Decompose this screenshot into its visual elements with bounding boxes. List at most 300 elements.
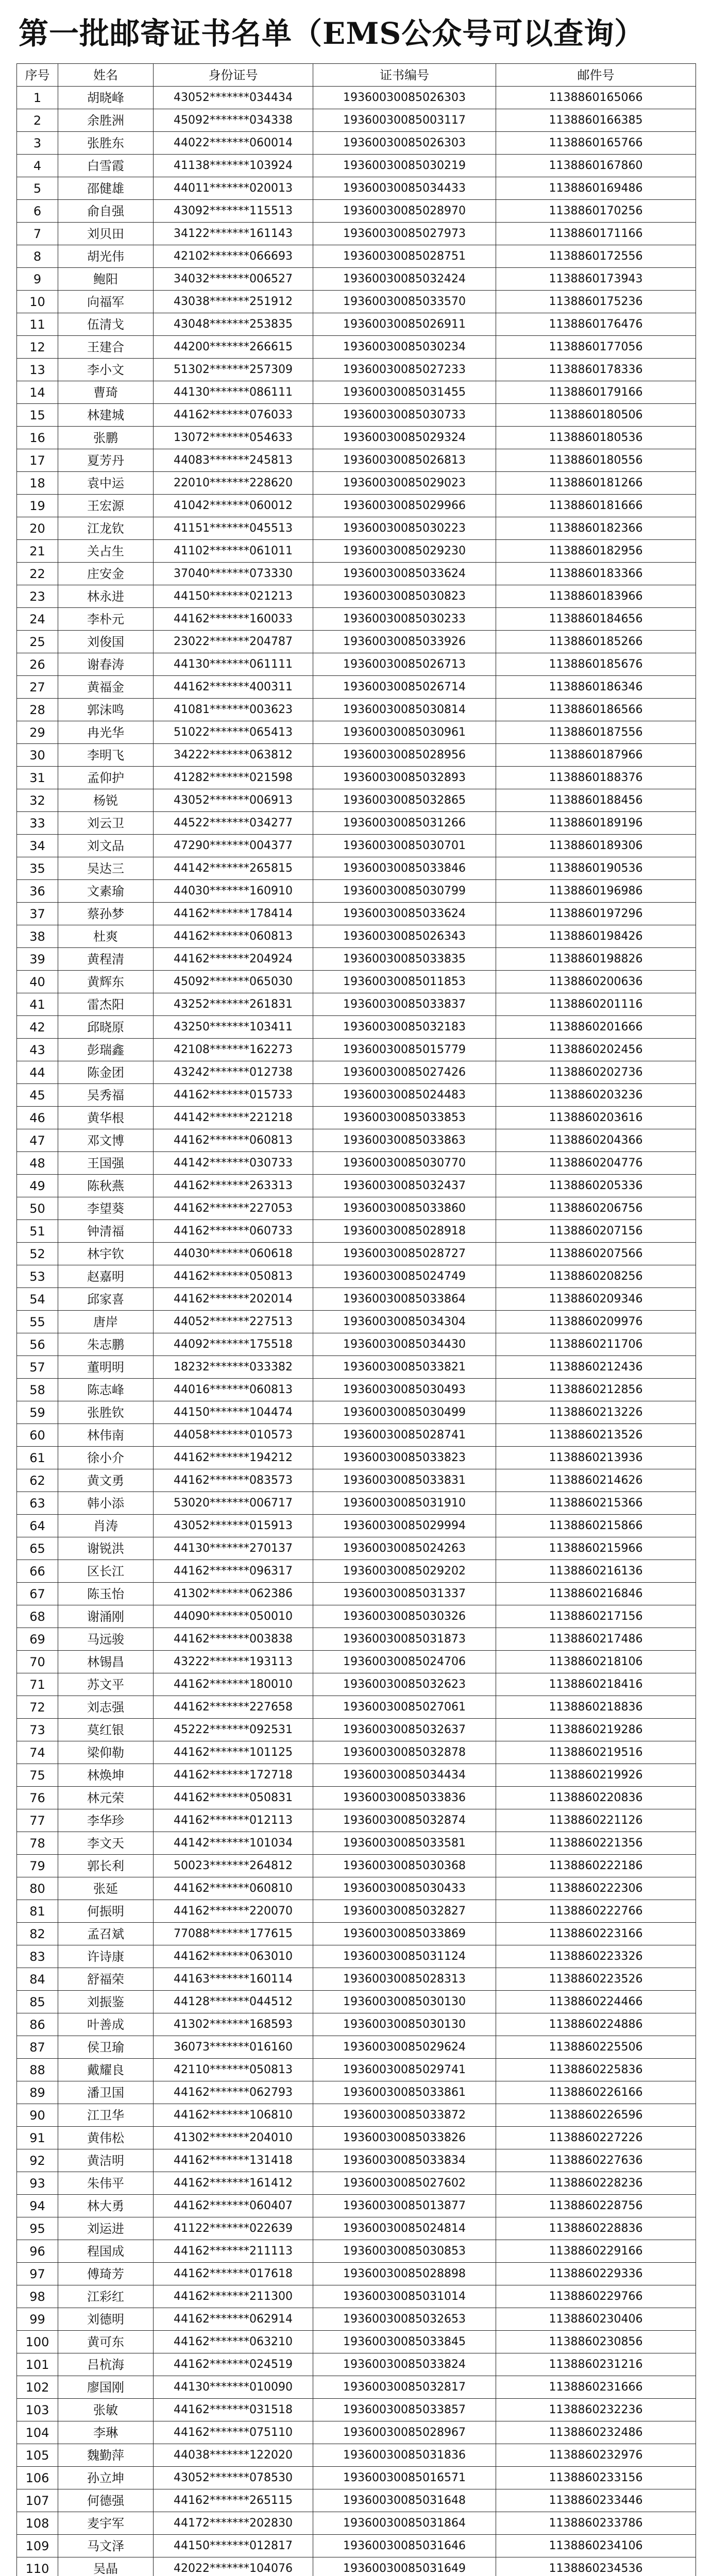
certificate-number: 19360030085032637 [313, 1719, 496, 1741]
tracking-number: 1138860189306 [496, 835, 696, 857]
certificate-number: 19360030085031836 [313, 2444, 496, 2467]
certificate-number: 19360030085026911 [313, 313, 496, 336]
certificate-number: 19360030085032183 [313, 1016, 496, 1039]
tracking-number: 1138860181666 [496, 495, 696, 517]
id-number: 44150*******012817 [154, 2535, 313, 2557]
row-number: 89 [17, 2081, 58, 2104]
id-number: 44162*******003838 [154, 1628, 313, 1651]
certificate-number: 19360030085033869 [313, 1923, 496, 1945]
id-number: 42110*******050813 [154, 2059, 313, 2081]
person-name: 刘德明 [58, 2308, 154, 2331]
row-number: 3 [17, 132, 58, 155]
table-row [17, 767, 696, 789]
certificate-number: 19360030085033857 [313, 2399, 496, 2421]
id-number: 34222*******063812 [154, 744, 313, 767]
table-row [17, 2512, 696, 2535]
id-number: 44162*******106810 [154, 2104, 313, 2127]
person-name: 吴达三 [58, 857, 154, 880]
table-row [17, 1197, 696, 1220]
row-number: 91 [17, 2127, 58, 2149]
id-number: 43052*******034434 [154, 87, 313, 109]
tracking-number: 1138860221126 [496, 1809, 696, 1832]
row-number: 108 [17, 2512, 58, 2535]
row-number: 48 [17, 1152, 58, 1175]
row-number: 29 [17, 721, 58, 744]
table-row [17, 1401, 696, 1424]
tracking-number: 1138860204366 [496, 1129, 696, 1152]
table-row [17, 1084, 696, 1107]
row-number: 102 [17, 2376, 58, 2399]
tracking-number: 1138860182366 [496, 517, 696, 540]
person-name: 邵健雄 [58, 177, 154, 200]
person-name: 梁仰勒 [58, 1741, 154, 1764]
certificate-number: 19360030085028898 [313, 2263, 496, 2285]
id-number: 44172*******202830 [154, 2512, 313, 2535]
row-number: 6 [17, 200, 58, 223]
table-row [17, 2149, 696, 2172]
id-number: 44522*******034277 [154, 812, 313, 835]
table-row [17, 2353, 696, 2376]
certificate-number: 19360030085024263 [313, 1537, 496, 1560]
tracking-number: 1138860171166 [496, 223, 696, 245]
tracking-number: 1138860183966 [496, 585, 696, 608]
row-number: 12 [17, 336, 58, 359]
row-number: 32 [17, 789, 58, 812]
table-row [17, 177, 696, 200]
person-name: 吴秀福 [58, 1084, 154, 1107]
tracking-number: 1138860208256 [496, 1265, 696, 1288]
tracking-number: 1138860167860 [496, 155, 696, 177]
person-name: 林宇钦 [58, 1243, 154, 1265]
certificate-number: 19360030085033853 [313, 1107, 496, 1129]
row-number: 82 [17, 1923, 58, 1945]
id-number: 44162*******227053 [154, 1197, 313, 1220]
id-number: 44162*******263313 [154, 1175, 313, 1197]
id-number: 34032*******006527 [154, 268, 313, 291]
id-number: 44162*******083573 [154, 1469, 313, 1492]
person-name: 董明明 [58, 1356, 154, 1379]
id-number: 43242*******012738 [154, 1061, 313, 1084]
row-number: 1 [17, 87, 58, 109]
row-number: 15 [17, 404, 58, 427]
table-row [17, 2127, 696, 2149]
tracking-number: 1138860229336 [496, 2263, 696, 2285]
tracking-number: 1138860216136 [496, 1560, 696, 1583]
certificate-number: 19360030085027061 [313, 1696, 496, 1719]
tracking-number: 1138860229166 [496, 2240, 696, 2263]
person-name: 杜爽 [58, 925, 154, 948]
certificate-number: 19360030085031646 [313, 2535, 496, 2557]
row-number: 66 [17, 1560, 58, 1583]
tracking-number: 1138860165066 [496, 87, 696, 109]
person-name: 刘俊国 [58, 631, 154, 653]
row-number: 43 [17, 1039, 58, 1061]
id-number: 44162*******060813 [154, 1129, 313, 1152]
table-row [17, 2195, 696, 2217]
tracking-number: 1138860165766 [496, 132, 696, 155]
person-name: 潘卫国 [58, 2081, 154, 2104]
tracking-number: 1138860207156 [496, 1220, 696, 1243]
certificate-number: 19360030085030493 [313, 1379, 496, 1401]
id-number: 22010*******228620 [154, 472, 313, 495]
certificate-number: 19360030085033835 [313, 948, 496, 971]
person-name: 唐岸 [58, 1311, 154, 1333]
id-number: 44130*******086111 [154, 381, 313, 404]
person-name: 韩小添 [58, 1492, 154, 1515]
row-number: 35 [17, 857, 58, 880]
id-number: 44052*******227513 [154, 1311, 313, 1333]
row-number: 13 [17, 359, 58, 381]
row-number: 59 [17, 1401, 58, 1424]
person-name: 林焕坤 [58, 1764, 154, 1787]
row-number: 8 [17, 245, 58, 268]
certificate-number: 19360030085031649 [313, 2557, 496, 2576]
table-row [17, 336, 696, 359]
certificate-number: 19360030085026813 [313, 449, 496, 472]
table-row [17, 1492, 696, 1515]
tracking-number: 1138860217156 [496, 1605, 696, 1628]
table-row [17, 1583, 696, 1605]
id-number: 18232*******033382 [154, 1356, 313, 1379]
tracking-number: 1138860185266 [496, 631, 696, 653]
certificate-number: 19360030085030814 [313, 699, 496, 721]
person-name: 林锡昌 [58, 1651, 154, 1673]
id-number: 44162*******031518 [154, 2399, 313, 2421]
row-number: 64 [17, 1515, 58, 1537]
row-number: 28 [17, 699, 58, 721]
row-number: 18 [17, 472, 58, 495]
person-name: 王建合 [58, 336, 154, 359]
person-name: 张胜东 [58, 132, 154, 155]
table-row [17, 1968, 696, 1991]
row-number: 25 [17, 631, 58, 653]
table-row [17, 2557, 696, 2576]
table-row [17, 880, 696, 903]
table-row [17, 1900, 696, 1923]
row-number: 58 [17, 1379, 58, 1401]
certificate-number: 19360030085033861 [313, 2081, 496, 2104]
row-number: 86 [17, 2013, 58, 2036]
certificate-number: 19360030085033863 [313, 1129, 496, 1152]
certificate-number: 19360030085033824 [313, 2353, 496, 2376]
tracking-number: 1138860232236 [496, 2399, 696, 2421]
person-name: 张胜钦 [58, 1401, 154, 1424]
certificate-number: 19360030085034304 [313, 1311, 496, 1333]
id-number: 77088*******177615 [154, 1923, 313, 1945]
person-name: 黄福金 [58, 676, 154, 699]
id-number: 44162*******060813 [154, 925, 313, 948]
tracking-number: 1138860198426 [496, 925, 696, 948]
certificate-number: 19360030085029966 [313, 495, 496, 517]
id-number: 43252*******261831 [154, 993, 313, 1016]
certificate-number: 19360030085026713 [313, 653, 496, 676]
row-number: 71 [17, 1673, 58, 1696]
person-name: 陈玉怡 [58, 1583, 154, 1605]
id-number: 42108*******162273 [154, 1039, 313, 1061]
certificate-number: 19360030085026303 [313, 132, 496, 155]
id-number: 44130*******270137 [154, 1537, 313, 1560]
id-number: 43052*******078530 [154, 2467, 313, 2489]
certificate-number: 19360030085030733 [313, 404, 496, 427]
person-name: 蔡孙梦 [58, 903, 154, 925]
row-number: 52 [17, 1243, 58, 1265]
person-name: 江卫华 [58, 2104, 154, 2127]
certificate-number: 19360030085026343 [313, 925, 496, 948]
row-number: 90 [17, 2104, 58, 2127]
id-number: 51302*******257309 [154, 359, 313, 381]
row-number: 97 [17, 2263, 58, 2285]
table-row [17, 721, 696, 744]
row-number: 44 [17, 1061, 58, 1084]
certificate-number: 19360030085033860 [313, 1197, 496, 1220]
certificate-number: 19360030085028741 [313, 1424, 496, 1447]
tracking-number: 1138860187556 [496, 721, 696, 744]
tracking-number: 1138860204776 [496, 1152, 696, 1175]
id-number: 44162*******060733 [154, 1220, 313, 1243]
tracking-number: 1138860233786 [496, 2512, 696, 2535]
tracking-number: 1138860228236 [496, 2172, 696, 2195]
person-name: 彭瑞鑫 [58, 1039, 154, 1061]
column-header: 证书编号 [313, 64, 496, 87]
row-number: 20 [17, 517, 58, 540]
certificate-number: 19360030085024814 [313, 2217, 496, 2240]
person-name: 李望葵 [58, 1197, 154, 1220]
tracking-number: 1138860203616 [496, 1107, 696, 1129]
certificate-number: 19360030085032653 [313, 2308, 496, 2331]
tracking-number: 1138860188456 [496, 789, 696, 812]
tracking-number: 1138860218416 [496, 1673, 696, 1696]
tracking-number: 1138860188376 [496, 767, 696, 789]
row-number: 57 [17, 1356, 58, 1379]
person-name: 许诗康 [58, 1945, 154, 1968]
tracking-number: 1138860214626 [496, 1469, 696, 1492]
id-number: 44011*******020013 [154, 177, 313, 200]
row-number: 54 [17, 1288, 58, 1311]
id-number: 41302*******062386 [154, 1583, 313, 1605]
certificate-number: 19360030085031266 [313, 812, 496, 835]
certificate-number: 19360030085024749 [313, 1265, 496, 1288]
certificate-number: 19360030085030853 [313, 2240, 496, 2263]
tracking-number: 1138860201116 [496, 993, 696, 1016]
tracking-number: 1138860225506 [496, 2036, 696, 2059]
id-number: 44162*******060407 [154, 2195, 313, 2217]
row-number: 77 [17, 1809, 58, 1832]
person-name: 刘文品 [58, 835, 154, 857]
id-number: 36073*******016160 [154, 2036, 313, 2059]
certificate-number: 19360030085030433 [313, 1877, 496, 1900]
tracking-number: 1138860226166 [496, 2081, 696, 2104]
certificate-number: 19360030085031648 [313, 2489, 496, 2512]
table-row [17, 2535, 696, 2557]
tracking-number: 1138860213226 [496, 1401, 696, 1424]
tracking-number: 1138860232486 [496, 2421, 696, 2444]
certificate-number: 19360030085033624 [313, 903, 496, 925]
id-number: 41282*******021598 [154, 767, 313, 789]
row-number: 14 [17, 381, 58, 404]
tracking-number: 1138860223166 [496, 1923, 696, 1945]
certificate-number: 19360030085033845 [313, 2331, 496, 2353]
table-row [17, 1719, 696, 1741]
certificate-number: 19360030085032874 [313, 1809, 496, 1832]
table-row [17, 1832, 696, 1855]
table-row [17, 1628, 696, 1651]
table-row [17, 2421, 696, 2444]
tracking-number: 1138860233156 [496, 2467, 696, 2489]
row-number: 109 [17, 2535, 58, 2557]
tracking-number: 1138860178336 [496, 359, 696, 381]
row-number: 80 [17, 1877, 58, 1900]
person-name: 陈秋燕 [58, 1175, 154, 1197]
tracking-number: 1138860198826 [496, 948, 696, 971]
person-name: 王国强 [58, 1152, 154, 1175]
person-name: 李小文 [58, 359, 154, 381]
certificate-number: 19360030085030701 [313, 835, 496, 857]
person-name: 刘运进 [58, 2217, 154, 2240]
table-row [17, 676, 696, 699]
tracking-number: 1138860222306 [496, 1877, 696, 1900]
person-name: 莫红银 [58, 1719, 154, 1741]
person-name: 苏文平 [58, 1673, 154, 1696]
row-number: 27 [17, 676, 58, 699]
tracking-number: 1138860216846 [496, 1583, 696, 1605]
person-name: 鲍阳 [58, 268, 154, 291]
tracking-number: 1138860215866 [496, 1515, 696, 1537]
row-number: 93 [17, 2172, 58, 2195]
table-row [17, 200, 696, 223]
certificate-number: 19360030085031124 [313, 1945, 496, 1968]
id-number: 44128*******044512 [154, 1991, 313, 2013]
person-name: 钟清福 [58, 1220, 154, 1243]
id-number: 44162*******227658 [154, 1696, 313, 1719]
certificate-number: 19360030085029624 [313, 2036, 496, 2059]
certificate-number: 19360030085032827 [313, 1900, 496, 1923]
id-number: 44058*******010573 [154, 1424, 313, 1447]
row-number: 106 [17, 2467, 58, 2489]
row-number: 104 [17, 2421, 58, 2444]
table-row [17, 699, 696, 721]
row-number: 62 [17, 1469, 58, 1492]
certificate-number: 19360030085033846 [313, 857, 496, 880]
person-name: 邱晓原 [58, 1016, 154, 1039]
certificate-number: 19360030085016571 [313, 2467, 496, 2489]
table-row [17, 87, 696, 109]
person-name: 白雪霞 [58, 155, 154, 177]
table-row [17, 1877, 696, 1900]
tracking-number: 1138860172556 [496, 245, 696, 268]
certificate-number: 19360030085033836 [313, 1787, 496, 1809]
tracking-number: 1138860187966 [496, 744, 696, 767]
person-name: 杨锐 [58, 789, 154, 812]
row-number: 50 [17, 1197, 58, 1220]
table-row [17, 109, 696, 132]
tracking-number: 1138860197296 [496, 903, 696, 925]
tracking-number: 1138860183366 [496, 563, 696, 585]
mailing-list-table [16, 63, 696, 2576]
table-row [17, 812, 696, 835]
tracking-number: 1138860173943 [496, 268, 696, 291]
tracking-number: 1138860217486 [496, 1628, 696, 1651]
certificate-number: 19360030085029994 [313, 1515, 496, 1537]
table-row [17, 2308, 696, 2331]
id-number: 44162*******050813 [154, 1265, 313, 1288]
column-header: 姓名 [58, 64, 154, 87]
person-name: 张敏 [58, 2399, 154, 2421]
certificate-number: 19360030085030234 [313, 336, 496, 359]
certificate-number: 19360030085032865 [313, 789, 496, 812]
table-row [17, 1220, 696, 1243]
person-name: 文素瑜 [58, 880, 154, 903]
table-row [17, 2331, 696, 2353]
tracking-number: 1138860225836 [496, 2059, 696, 2081]
row-number: 38 [17, 925, 58, 948]
row-number: 46 [17, 1107, 58, 1129]
tracking-number: 1138860221356 [496, 1832, 696, 1855]
id-number: 44142*******030733 [154, 1152, 313, 1175]
certificate-number: 19360030085028313 [313, 1968, 496, 1991]
id-number: 44162*******160033 [154, 608, 313, 631]
tracking-number: 1138860180506 [496, 404, 696, 427]
certificate-number: 19360030085031014 [313, 2285, 496, 2308]
tracking-number: 1138860180536 [496, 427, 696, 449]
tracking-number: 1138860196986 [496, 880, 696, 903]
person-name: 郭长利 [58, 1855, 154, 1877]
person-name: 何德强 [58, 2489, 154, 2512]
tracking-number: 1138860232976 [496, 2444, 696, 2467]
id-number: 44162*******075110 [154, 2421, 313, 2444]
row-number: 75 [17, 1764, 58, 1787]
person-name: 徐小介 [58, 1447, 154, 1469]
certificate-number: 19360030085027426 [313, 1061, 496, 1084]
person-name: 程国成 [58, 2240, 154, 2263]
id-number: 43092*******115513 [154, 200, 313, 223]
tracking-number: 1138860223326 [496, 1945, 696, 1968]
person-name: 刘云卫 [58, 812, 154, 835]
certificate-number: 19360030085033581 [313, 1832, 496, 1855]
tracking-number: 1138860213936 [496, 1447, 696, 1469]
table-row [17, 857, 696, 880]
tracking-number: 1138860180556 [496, 449, 696, 472]
person-name: 袁中运 [58, 472, 154, 495]
person-name: 李文天 [58, 1832, 154, 1855]
id-number: 45092*******065030 [154, 971, 313, 993]
person-name: 孟仰护 [58, 767, 154, 789]
table-row [17, 789, 696, 812]
person-name: 谢涌刚 [58, 1605, 154, 1628]
person-name: 夏芳丹 [58, 449, 154, 472]
row-number: 26 [17, 653, 58, 676]
person-name: 胡光伟 [58, 245, 154, 268]
certificate-number: 19360030085027602 [313, 2172, 496, 2195]
tracking-number: 1138860234536 [496, 2557, 696, 2576]
id-number: 44150*******021213 [154, 585, 313, 608]
person-name: 黄华根 [58, 1107, 154, 1129]
table-row [17, 155, 696, 177]
certificate-number: 19360030085032817 [313, 2376, 496, 2399]
row-number: 68 [17, 1605, 58, 1628]
table-row [17, 2285, 696, 2308]
row-number: 2 [17, 109, 58, 132]
certificate-number: 19360030085031873 [313, 1628, 496, 1651]
person-name: 孟召斌 [58, 1923, 154, 1945]
page-title: 第一批邮寄证书名单（EMS公众号可以查询） [19, 16, 645, 51]
id-number: 44162*******161412 [154, 2172, 313, 2195]
table-row [17, 744, 696, 767]
table-row [17, 2217, 696, 2240]
table-row [17, 2081, 696, 2104]
tracking-number: 1138860205336 [496, 1175, 696, 1197]
row-number: 21 [17, 540, 58, 563]
row-number: 61 [17, 1447, 58, 1469]
